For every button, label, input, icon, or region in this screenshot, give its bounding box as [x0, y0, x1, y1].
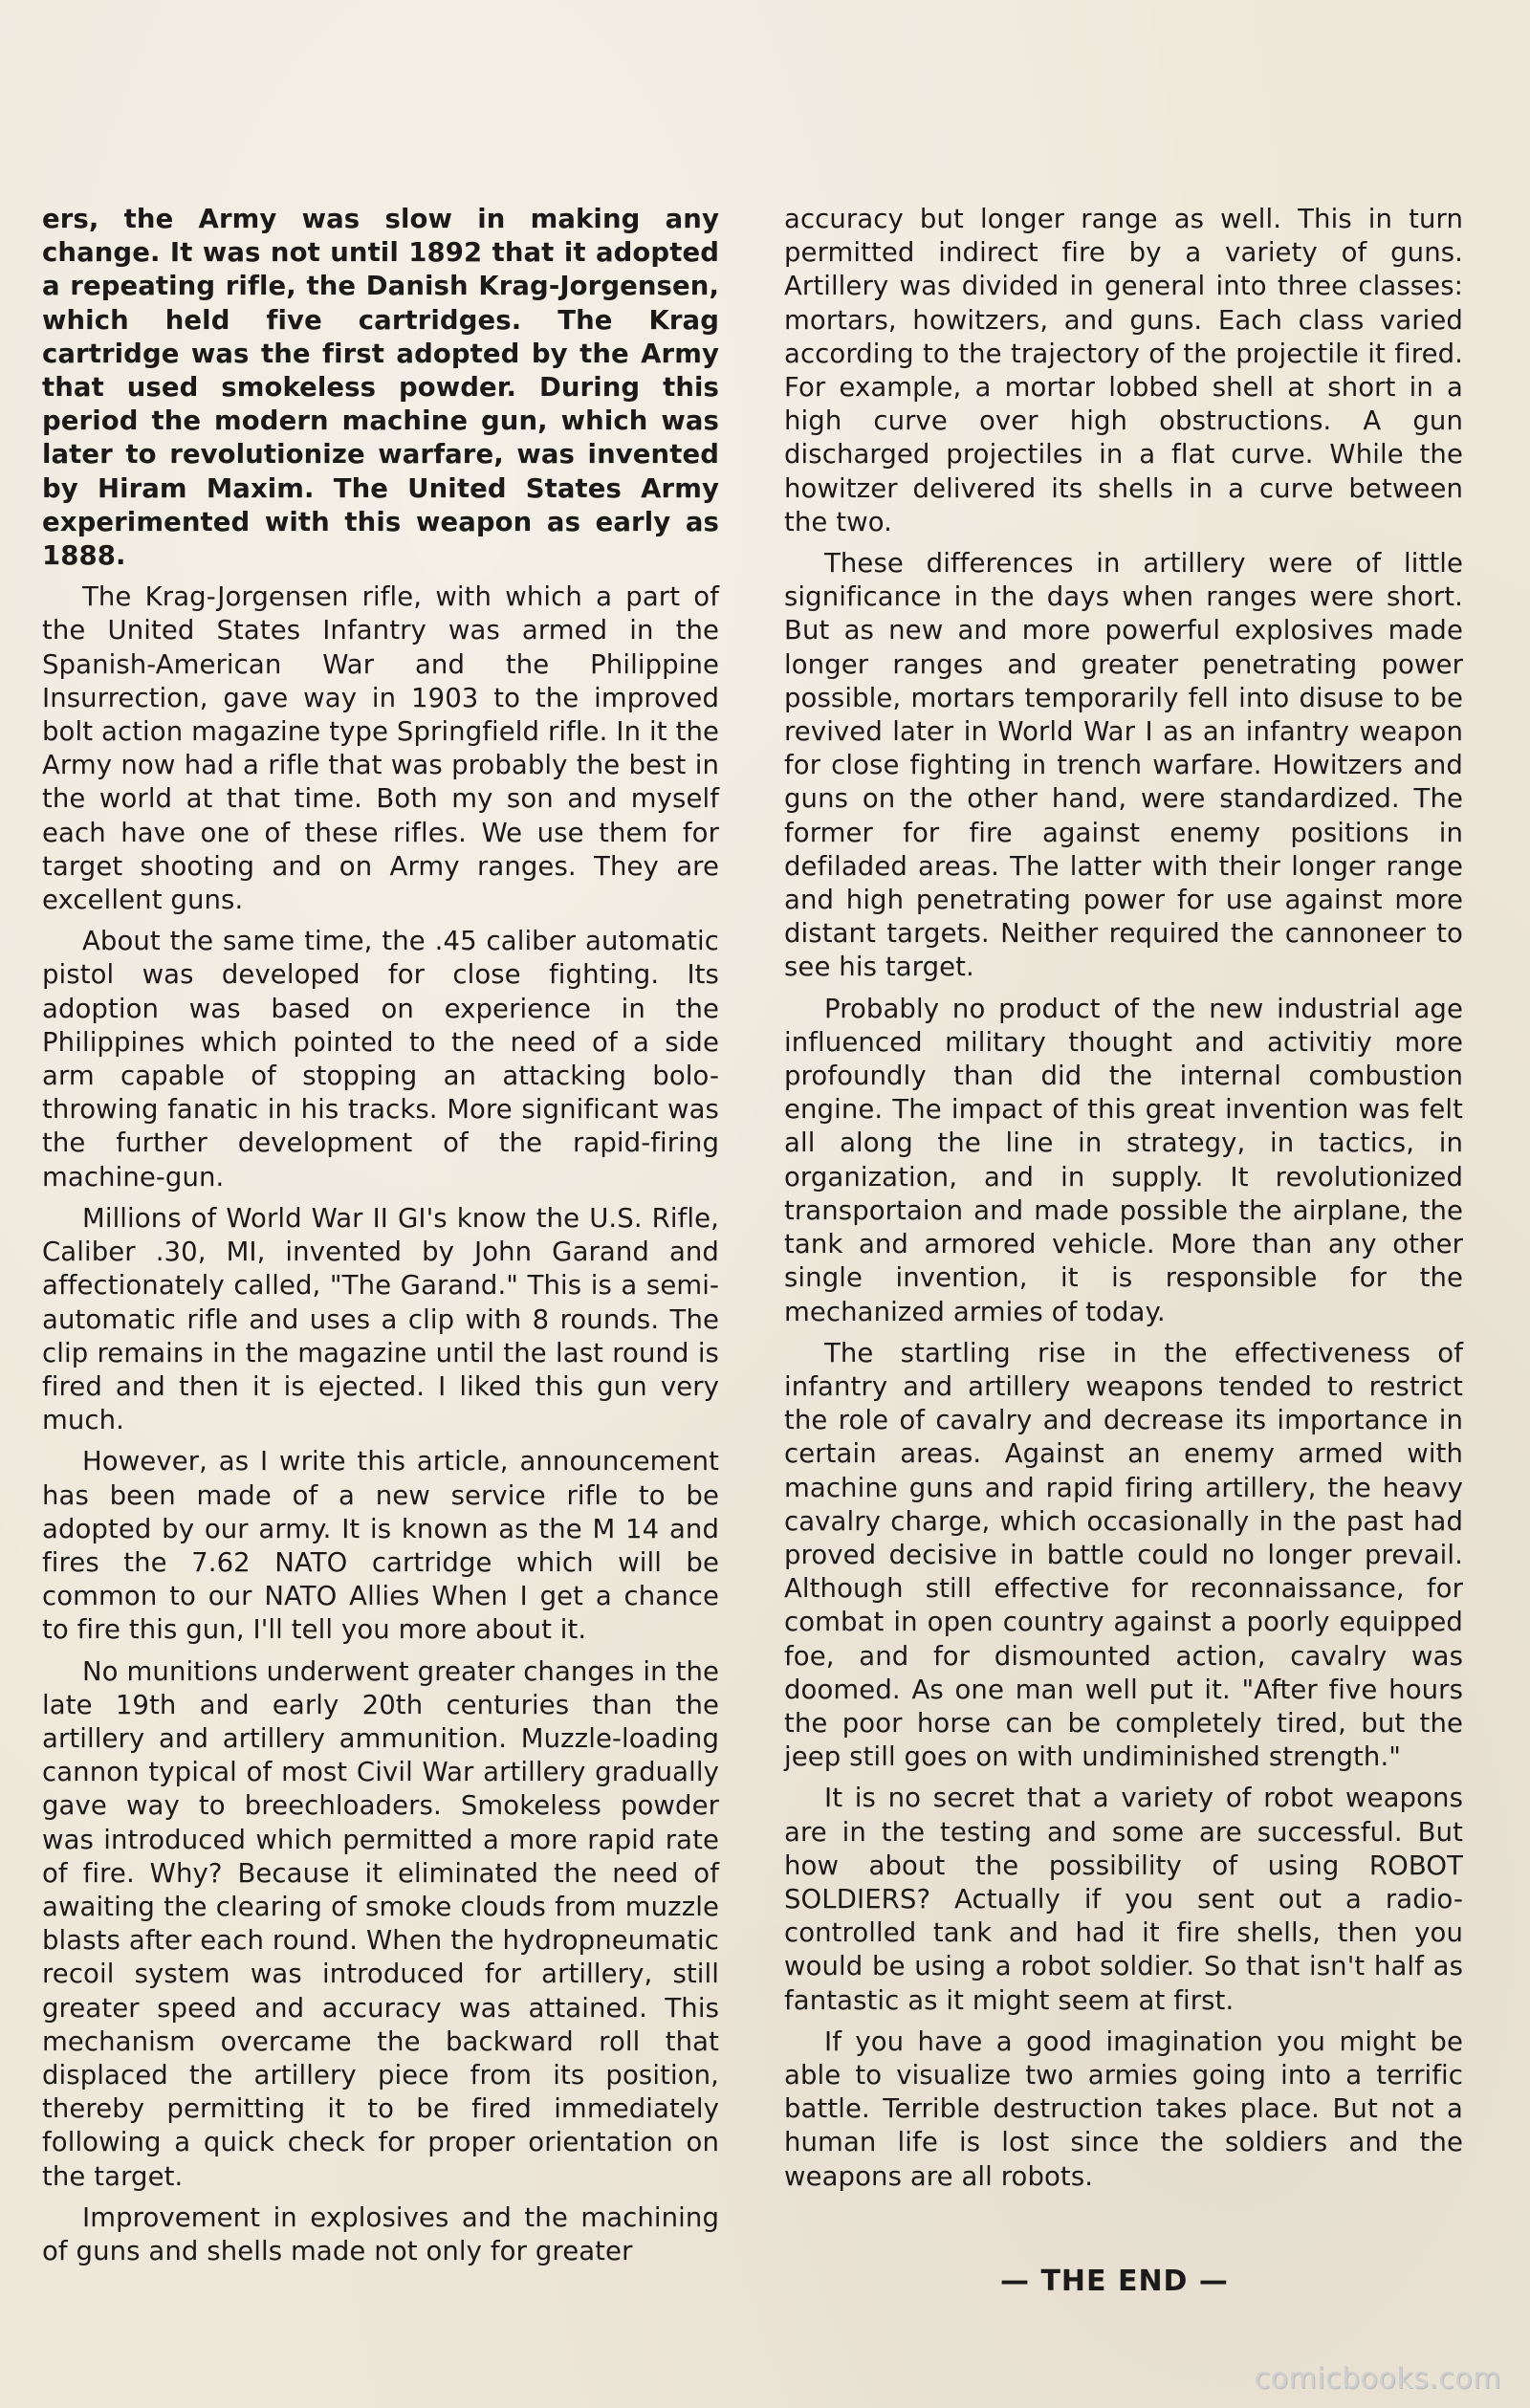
- right-text-column: [784, 203, 1463, 2194]
- the-end-label: — THE END —: [1000, 2265, 1229, 2298]
- paragraph: ers, the Army was slow in making any change. It was not until 1892 that it adopted a repeating rifle, the Danish Krag-Jorgensen, which held five cartridges. The Krag cartridge was the first adopted by the Army that used smokeless powder. During this period the modern machine gun, which was later to revolutionize warfare, was invented by Hiram Maxim. The United States Army experimented with this weapon as early as 1888.: [42, 204, 719, 572]
- paragraph: Probably no product of the new industrial age influenced military thought and activitiy more profoundly than did the internal combustion engine. The impact of this great invention was felt all along the line in strategy, in tactics, in organization, and in supply. It revolutionized transportaion and made possible the airplane, the tank and armored vehicle. More than any other single invention, it is responsible for the mechanized armies of today.: [784, 993, 1463, 1327]
- paragraph: Millions of World War II GI's know the U.S. Rifle, Caliber .30, MI, invented by John Garand and affectionately called, "The Garand." This is a semi-automatic rifle and uses a clip with 8 rounds. The clip remains in the magazine until the last round is fired and then it is ejected. I liked this gun very much.: [42, 1202, 719, 1436]
- paragraph: No munitions underwent greater changes in the late 19th and early 20th centuries than the artillery and artillery ammunition. Muzzle-loading cannon typical of most Civil War artillery gradually gave way to breechloaders. Smokeless powder was introduced which permitted a more rapid rate of fire. Why? Because it eliminated the need of awaiting the clearing of smoke clouds from muzzle blasts after each round. When the hydropneumatic recoil system was introduced for artillery, still greater speed and accuracy was attained. This mechanism overcame the backward roll that displaced the artillery piece from its position, thereby permitting it to be fired immediately following a quick check for proper orientation on the target.: [42, 1655, 719, 2192]
- paragraph: It is no secret that a variety of robot weapons are in the testing and some are successful. But how about the possibility of using ROBOT SOLDIERS? Actually if you sent out a radio-controlled tank and had it fire shells, then you would be using a robot soldier. So that isn't half as fantastic as it might seem at first.: [784, 1783, 1463, 2016]
- paragraph: If you have a good imagination you might be able to visualize two armies going into a terrific battle. Terrible destruction takes place. But not a human life is lost since the soldiers and the weapons are all robots.: [784, 2025, 1463, 2192]
- paragraph: These differences in artillery were of little significance in the days when ranges were short. But as new and more powerful explosives made longer ranges and greater penetrating power possible, mortars temporarily fell into disuse to be revived later in World War I as an infantry weapon for close fighting in trench warfare. Howitzers and guns on the other hand, were standardized. The former for fire against enemy positions in defiladed areas. The latter with their longer range and high penetrating power for use against more distant targets. Neither required the cannoneer to see his target.: [784, 548, 1463, 983]
- watermark: comicbooks.com: [1254, 2362, 1501, 2396]
- paragraph: However, as I write this article, announcement has been made of a new service rifle to be adopted by our army. It is known as the M 14 and fires the 7.62 NATO cartridge which will be common to our NATO Allies When I get a chance to fire this gun, I'll tell you more about it.: [42, 1446, 719, 1646]
- paragraph: Improvement in explosives and the machining of guns and shells made not only for greater: [42, 2201, 719, 2266]
- paragraph: The Krag-Jorgensen rifle, with which a part of the United States Infantry was armed in the Spanish-American War and the Philippine Insurrection, gave way in 1903 to the improved bolt action magazine type Springfield rifle. In it the Army now had a rifle that was probably the best in the world at that time. Both my son and myself each have one of these rifles. We use them for target shooting and on Army ranges. They are excellent guns.: [42, 581, 719, 916]
- left-text-column: [42, 203, 719, 2268]
- paragraph: About the same time, the .45 caliber automatic pistol was developed for close fighting. Its adoption was based on experience in the Philippines which pointed to the need of a side arm capable of stopping an attacking bolo-throwing fanatic in his tracks. More significant was the further development of the rapid-firing machine-gun.: [42, 926, 719, 1193]
- paragraph: accuracy but longer range as well. This in turn permitted indirect fire by a variety of guns. Artillery was divided in general into three classes: mortars, howitzers, and guns. Each class varied according to the trajectory of the projectile it fired. For example, a mortar lobbed shell at short in a high curve over high obstructions. A gun discharged projectiles in a flat curve. While the howitzer delivered its shells in a curve between the two.: [784, 204, 1463, 537]
- paragraph: The startling rise in the effectiveness of infantry and artillery weapons tended to restrict the role of cavalry and decrease its importance in certain areas. Against an enemy armed with machine guns and rapid firing artillery, the heavy cavalry charge, which occasionally in the past had proved decisive in battle could no longer prevail. Although still effective for reconnaissance, for combat in open country against a poorly equipped foe, and for dismounted action, cavalry was doomed. As one man well put it. "After five hours the poor horse can be completely tired, but the jeep still goes on with undiminished strength.": [784, 1337, 1463, 1773]
